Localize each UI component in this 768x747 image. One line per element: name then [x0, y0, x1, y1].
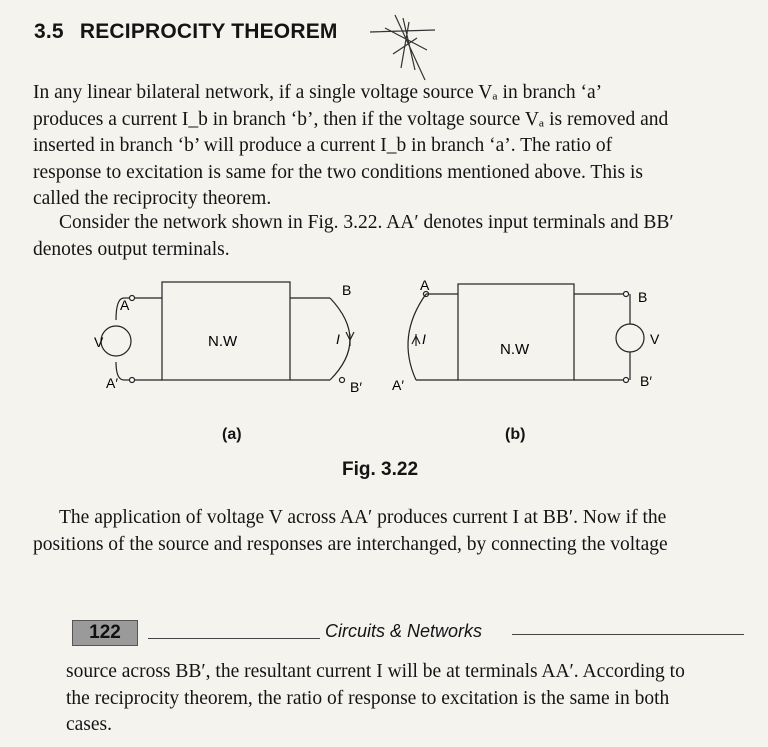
label-A: A [420, 280, 430, 293]
label-B: B [342, 282, 352, 298]
figure-b-circuit [390, 280, 680, 400]
text-line: source across BB′, the resultant current I will be at terminals AA′. According to [66, 661, 685, 682]
label-V: V [94, 334, 104, 350]
figure-caption: Fig. 3.22 [342, 459, 419, 480]
paragraph-conclusion [66, 659, 746, 739]
figure-a-circuit [80, 280, 400, 400]
label-B-prime: B′ [640, 373, 652, 389]
figure-b-sublabel: (b) [505, 426, 526, 443]
paragraph-consider [33, 210, 733, 263]
text-line: positions of the source and responses are interchanged, by connecting the voltage [33, 533, 668, 555]
label-B: B [638, 289, 648, 305]
label-I: I [422, 331, 426, 347]
box-label: N.W [208, 333, 238, 350]
section-number: 3.5 [34, 20, 64, 43]
paragraph-application [33, 505, 743, 558]
paragraph-definition [33, 80, 723, 213]
text-line: In any linear bilateral network, if a single voltage source Vₐ in branch ‘a’ [33, 82, 603, 103]
footer-title: Circuits & Networks [325, 621, 483, 641]
page-number-badge: 122 [72, 620, 138, 646]
footer-rule-right [512, 634, 744, 635]
text-line: denotes output terminals. [33, 238, 230, 260]
label-V: V [650, 331, 660, 347]
text-line: cases. [66, 714, 113, 735]
label-A: A [120, 297, 130, 313]
footer-rule-left [148, 638, 320, 639]
figure-a-sublabel: (a) [222, 426, 242, 443]
text-line: The application of voltage V across AA′ produces current I at BB′. Now if the [59, 507, 667, 528]
text-line: produces a current I_b in branch ‘b’, then if the voltage source Vₐ is removed and [33, 108, 669, 130]
label-A-prime: A′ [392, 377, 404, 393]
section-heading [34, 20, 348, 44]
label-B-prime: B′ [350, 379, 362, 395]
section-title: RECIPROCITY THEOREM [79, 20, 338, 43]
box-label: N.W [500, 341, 530, 358]
label-A-prime: A′ [106, 375, 118, 391]
text-line: inserted in branch ‘b’ will produce a current I_b in branch ‘a’. The ratio of [33, 135, 613, 156]
pen-scribble-mark [365, 10, 445, 85]
text-line: Consider the network shown in Fig. 3.22. AA′ denotes input terminals and BB′ [59, 212, 674, 233]
text-line: response to excitation is same for the two conditions mentioned above. This is [33, 161, 643, 183]
label-I: I [336, 331, 340, 347]
text-line: called the reciprocity theorem. [33, 188, 272, 209]
text-line: the reciprocity theorem, the ratio of response to excitation is the same in both [66, 687, 670, 709]
